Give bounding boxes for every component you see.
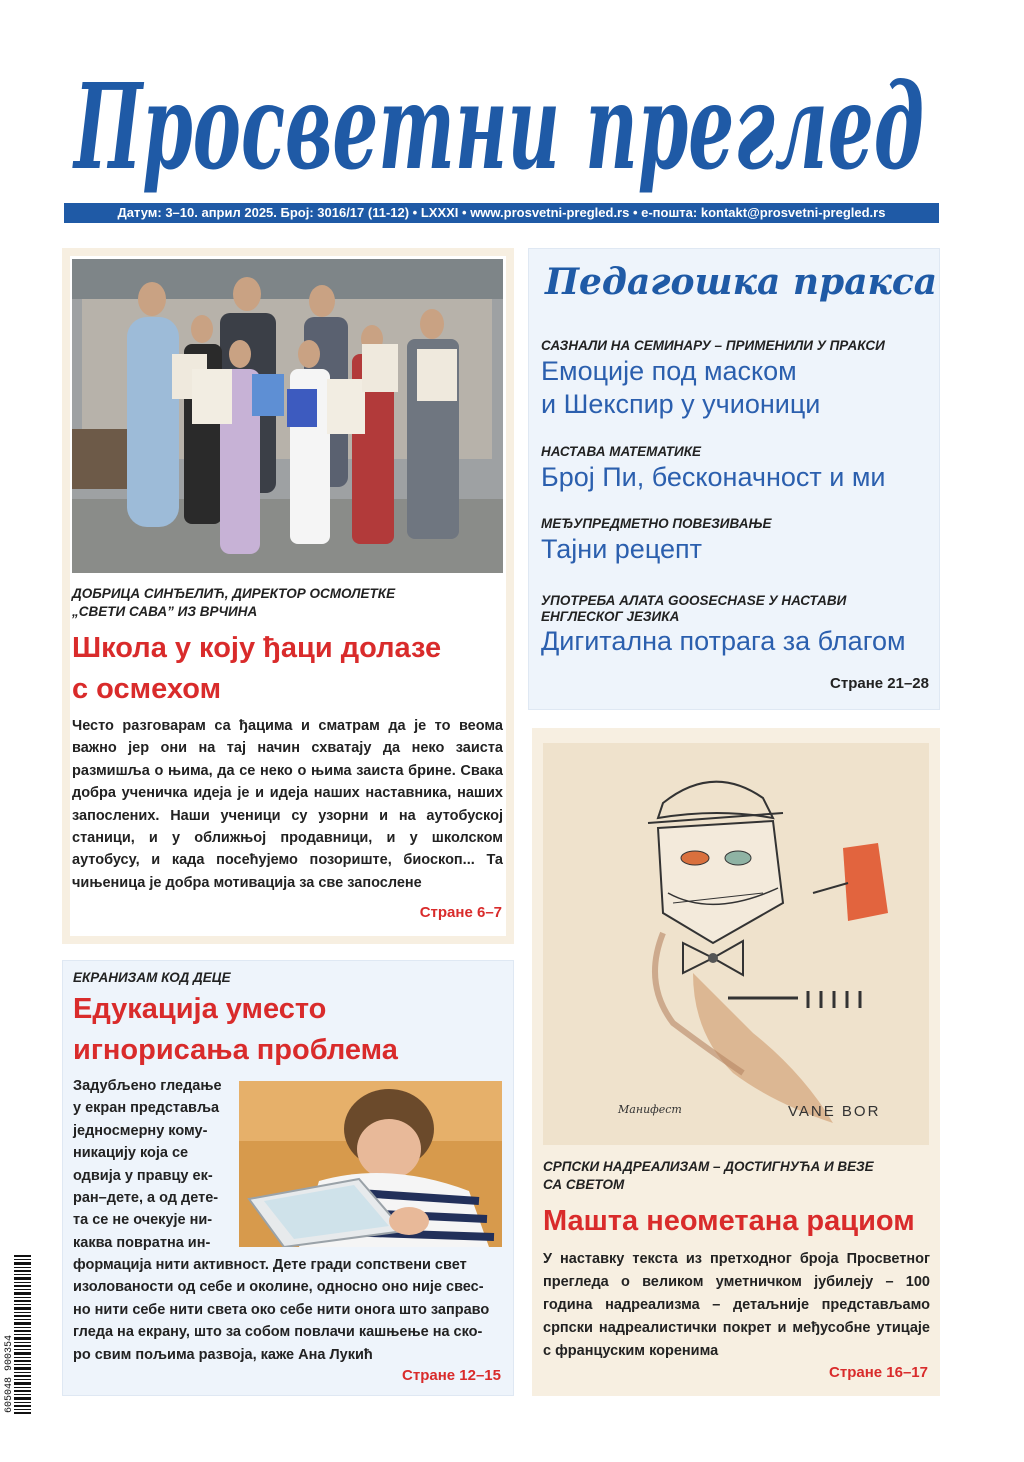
screen-body-line: каква повратна ин- xyxy=(73,1234,211,1251)
pedagogy-item-kicker: УПОТРЕБА АЛАТА GOOSECHASE У НАСТАВИ xyxy=(541,593,847,608)
lead-kicker-line2: „СВЕТИ САВА” ИЗ ВРЧИНА xyxy=(72,604,258,619)
pedagogy-item-title: Емоције под маском xyxy=(541,356,797,386)
pedagogy-item-kicker: НАСТАВА МАТЕМАТИКЕ xyxy=(541,444,702,459)
lead-photo xyxy=(72,259,503,573)
pedagogy-item-title-line2: и Шекспир у учионици xyxy=(541,389,821,419)
screen-body-line: та се не очекује ни- xyxy=(73,1212,213,1229)
screen-body-line: гледа на екрану, што за собом повлачи кашњење на ско- xyxy=(73,1324,483,1341)
screen-body-line: но нити себе нити света око себе нити онога што заправо xyxy=(73,1301,490,1318)
surrealism-headline: Машта неометана рациом xyxy=(543,1205,915,1237)
drawing-signature: Манифест xyxy=(618,1103,682,1116)
pedagogy-item[interactable] xyxy=(541,593,931,658)
pedagogy-item[interactable] xyxy=(541,443,931,494)
lead-headline xyxy=(72,628,502,710)
barcode xyxy=(2,1255,32,1415)
barcode-bars xyxy=(2,1255,32,1415)
pedagogy-item-title: Број Пи, бесконачност и ми xyxy=(541,462,886,492)
screen-body-line: изолованости од себе и околине, односно оно није свес- xyxy=(73,1279,484,1296)
screen-headline-line2: игнорисања проблема xyxy=(73,1034,398,1066)
pedagogy-item[interactable] xyxy=(541,515,931,566)
info-strip: Датум: 3–10. април 2025. Број: 3016/17 (11-12) • LXXXI • www.prosvetni-pregled.rs • е-пошта: kontakt@prosvetni-pregled.rs xyxy=(64,203,939,223)
lead-body: Често разговарам са ђацима и сматрам да је то веома важно јер они на тај начин схватају да неко заиста размишља о њима, да се неко о њима заиста брине. Свака добра ученичка идеја је и идеја наших наставника, наших запослених. Наши ученици су узорни и на аутобуској станици, и у оближњој продавници, и у школском аутобусу, и када посећујемо позориште, биоскоп... Та чињеница је добра мотивација за све запослене xyxy=(72,718,503,891)
masthead-title: Просветни преглед xyxy=(72,57,925,196)
masthead-logo xyxy=(64,40,939,200)
surrealism-body: У наставку текста из претходног броја Просветног прегледа о великом уметничком јубилеју – 100 година надреализма – детаљније представљамо српски надреалистички покрет и међусобне утицаје с француским коренима xyxy=(543,1251,930,1359)
screen-story-box xyxy=(62,960,514,1396)
lead-story-box xyxy=(62,248,514,944)
screen-body-line: ро свим пољима развоја, каже Ана Лукић xyxy=(73,1346,373,1363)
surrealism-drawing xyxy=(543,743,929,1145)
pedagogy-item[interactable] xyxy=(541,337,931,421)
screen-body-line: једносмерну кому- xyxy=(73,1122,208,1139)
screen-body-line: одвија у правцу ек- xyxy=(73,1167,213,1184)
screen-pages-link[interactable]: Стране 12–15 xyxy=(402,1367,501,1384)
drawing-caption: VANE BOR xyxy=(788,1103,881,1120)
child-tablet-photo xyxy=(239,1081,502,1247)
pedagogy-item-kicker: САЗНАЛИ НА СЕМИНАРУ – ПРИМЕНИЛИ У ПРАКСИ xyxy=(541,338,885,353)
masthead xyxy=(64,40,939,200)
pedagogy-item-title: Тајни рецепт xyxy=(541,534,702,564)
screen-body-line: Задубљено гледање xyxy=(73,1078,222,1094)
lead-pages-link[interactable]: Стране 6–7 xyxy=(419,904,502,921)
surrealism-kicker-line1: СРПСКИ НАДРЕАЛИЗАМ – ДОСТИГНУЋА И ВЕЗЕ xyxy=(543,1159,874,1174)
pedagogy-item-kicker-line2: ЕНГЛЕСКОГ ЈЕЗИКА xyxy=(541,609,680,624)
screen-body-wrap xyxy=(73,1075,231,1254)
screen-body-line: никацију која се xyxy=(73,1145,189,1162)
surrealism-pages-link[interactable]: Стране 16–17 xyxy=(829,1364,928,1381)
screen-body-full xyxy=(73,1254,505,1366)
screen-body-line: ран–дете, а од дете- xyxy=(73,1190,219,1207)
pedagogy-item-title: Дигитална потрага за благом xyxy=(541,626,906,656)
pedagogy-pages-link[interactable]: Стране 21–28 xyxy=(830,675,929,692)
screen-body-line: у екран представља xyxy=(73,1100,220,1117)
lead-kicker-line1: ДОБРИЦА СИНЂЕЛИЋ, ДИРЕКТОР ОСМОЛЕТКЕ xyxy=(72,586,396,601)
pedagogy-item-kicker: МЕЂУПРЕДМЕТНО ПОВЕЗИВАЊЕ xyxy=(541,516,772,531)
screen-headline xyxy=(73,989,503,1071)
screen-headline-line1: Едукација уместо xyxy=(73,993,327,1025)
lead-headline-line2: с осмехом xyxy=(72,673,222,705)
lead-headline-line1: Школа у коју ђаци долазе xyxy=(72,632,442,664)
surrealism-box xyxy=(532,728,940,1396)
surrealism-kicker-line2: СА СВЕТОМ xyxy=(543,1177,625,1192)
screen-body-line: формација нити активност. Дете гради сопствени свет xyxy=(73,1257,467,1273)
surrealism-kicker xyxy=(543,1158,933,1194)
screen-kicker: ЕКРАНИЗАМ КОД ДЕЦЕ xyxy=(73,970,231,985)
pedagogy-section-title: Педагошка пракса xyxy=(545,261,938,303)
lead-kicker xyxy=(72,585,502,621)
pedagogy-box xyxy=(528,248,940,710)
barcode-number: 605048 900354 xyxy=(4,1334,15,1413)
